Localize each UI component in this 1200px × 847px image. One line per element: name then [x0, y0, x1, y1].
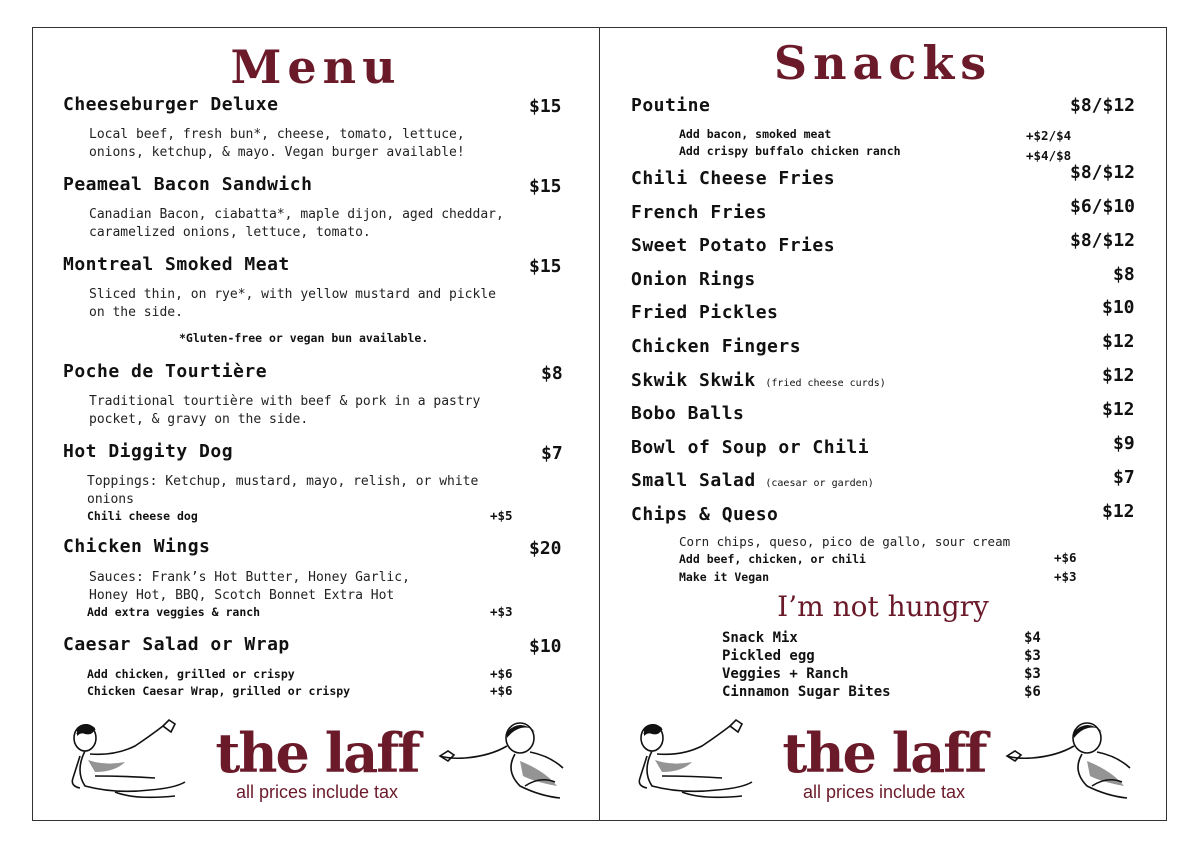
- snack-item: [631, 504, 778, 525]
- desc-line: Toppings: Ketchup, mustard, mayo, relish, or white: [87, 474, 479, 489]
- snack-item-price: $8/$12: [1070, 230, 1136, 251]
- not-hungry-item-price: $6: [1024, 684, 1041, 700]
- addon-price: +$6: [1054, 550, 1077, 565]
- menu-item-desc: [89, 393, 480, 429]
- desc-line: Traditional tourtière with beef & pork in a pastry: [89, 394, 481, 409]
- snack-item-price: $9: [1113, 433, 1135, 454]
- snack-item-name: Skwik Skwik: [631, 370, 756, 391]
- menu-item-name: Poche de Tourtière: [63, 361, 268, 382]
- laff-logo: the laff: [782, 721, 986, 785]
- desc-line: Honey Hot, BBQ, Scotch Bonnet Extra Hot: [89, 588, 395, 603]
- desc-line: onions, ketchup, & mayo. Vegan burger available!: [89, 145, 465, 160]
- snack-item-price: $12: [1102, 331, 1135, 352]
- menu-item-desc: [89, 206, 504, 242]
- menu-page: [32, 27, 600, 821]
- menu-item-price: $7: [541, 443, 563, 464]
- snack-item-name: Bowl of Soup or Chili: [631, 437, 870, 458]
- menu-item-price: $8: [541, 363, 563, 384]
- not-hungry-item-name: Snack Mix: [722, 630, 798, 646]
- menu-item-price: $15: [529, 256, 562, 277]
- menu-item-price: $15: [529, 176, 562, 197]
- snack-item-price: $12: [1102, 501, 1135, 522]
- menu-item: [63, 94, 278, 115]
- desc-line: onions: [87, 492, 134, 507]
- menu-item-desc: [89, 126, 465, 162]
- snacks-title: Snacks: [773, 36, 993, 90]
- desc-line: pocket, & gravy on the side.: [89, 412, 309, 427]
- desc-line: Local beef, fresh bun*, cheese, tomato, lettuce,: [89, 127, 465, 142]
- snack-item: [631, 403, 744, 424]
- menu-item: [63, 174, 312, 195]
- snack-item-name: Small Salad: [631, 470, 756, 491]
- not-hungry-item-name: Veggies + Ranch: [722, 666, 849, 682]
- brand-tagline: all prices include tax: [802, 782, 966, 802]
- addon-label: Make it Vegan: [679, 570, 770, 584]
- addon-price: +$3: [1054, 569, 1077, 584]
- menu-item-desc: [87, 473, 478, 509]
- snack-item-name: Chili Cheese Fries: [631, 168, 836, 189]
- not-hungry-title: I’m not hungry: [777, 590, 989, 623]
- laff-logo: the laff: [215, 721, 419, 785]
- snack-item-price: $8/$12: [1070, 162, 1136, 183]
- brand-block: [764, 721, 1004, 802]
- snack-item: [631, 202, 767, 223]
- addon-label: Add chicken, grilled or crispy: [87, 667, 295, 681]
- snack-item-subtitle: (fried cheese curds): [765, 378, 886, 389]
- menu-item: [63, 536, 210, 557]
- menu-item-name: Chicken Wings: [63, 536, 211, 557]
- snack-item: [631, 95, 710, 116]
- reclining-figure-illustration: [55, 716, 195, 806]
- reaching-figure-illustration: [435, 716, 575, 806]
- snack-item-price: $7: [1113, 467, 1135, 488]
- snack-item-name: Chicken Fingers: [631, 336, 802, 357]
- addon-label: Add beef, chicken, or chili: [679, 552, 866, 566]
- brand-block: [197, 721, 437, 802]
- snack-item-name: Poutine: [631, 95, 711, 116]
- snack-item: [631, 302, 778, 323]
- brand-tagline: all prices include tax: [235, 782, 399, 802]
- snack-item-name: Sweet Potato Fries: [631, 235, 836, 256]
- desc-line: Canadian Bacon, ciabatta*, maple dijon, aged cheddar,: [89, 207, 504, 222]
- menu-item-desc: [89, 286, 496, 322]
- addon-label: Add crispy buffalo chicken ranch: [679, 144, 901, 158]
- menu-item-name: Cheeseburger Deluxe: [63, 94, 279, 115]
- addon-price: +$3: [490, 604, 513, 619]
- menu-item-name: Montreal Smoked Meat: [63, 254, 290, 275]
- reclining-figure-illustration: [622, 716, 762, 806]
- not-hungry-item-price: $4: [1024, 630, 1041, 646]
- snack-item-price: $6/$10: [1070, 196, 1136, 217]
- gluten-free-note: *Gluten-free or vegan bun available.: [179, 331, 429, 345]
- snack-item-name: Bobo Balls: [631, 403, 745, 424]
- snack-item-price: $12: [1102, 399, 1135, 420]
- menu-item-price: $20: [529, 538, 562, 559]
- menu-title: Menu: [230, 40, 402, 94]
- not-hungry-item-price: $3: [1024, 666, 1041, 682]
- menu-item: [63, 441, 233, 462]
- addon-label: Add bacon, smoked meat: [679, 127, 832, 141]
- menu-item-name: Hot Diggity Dog: [63, 441, 234, 462]
- snack-item-price: $10: [1102, 297, 1135, 318]
- snacks-page: [599, 27, 1167, 821]
- menu-item-price: $15: [529, 96, 562, 117]
- snack-item-price: $12: [1102, 365, 1135, 386]
- snack-item: [631, 168, 835, 189]
- snack-item: [631, 370, 886, 391]
- addon-price: +$6: [490, 683, 513, 698]
- desc-line: on the side.: [89, 305, 183, 320]
- snack-item: [631, 336, 801, 357]
- snack-item: [631, 269, 756, 290]
- addon-price: +$5: [490, 508, 513, 523]
- snack-item: [631, 470, 874, 491]
- snack-item-name: French Fries: [631, 202, 768, 223]
- snack-item-price: $8/$12: [1070, 95, 1136, 116]
- desc-line: Sliced thin, on rye*, with yellow mustard and pickle: [89, 287, 496, 302]
- addon-price: +$2/$4: [1026, 128, 1072, 143]
- snack-item-name: Chips & Queso: [631, 504, 779, 525]
- menu-item: [63, 634, 290, 655]
- snack-item-name: Onion Rings: [631, 269, 756, 290]
- menu-item-name: Peameal Bacon Sandwich: [63, 174, 313, 195]
- addon-price: +$6: [490, 666, 513, 681]
- not-hungry-item-price: $3: [1024, 648, 1041, 664]
- snack-item-name: Fried Pickles: [631, 302, 779, 323]
- addon-label: Chicken Caesar Wrap, grilled or crispy: [87, 684, 351, 698]
- not-hungry-item-name: Pickled egg: [722, 648, 815, 664]
- addon-label: Add extra veggies & ranch: [87, 605, 261, 619]
- menu-item-name: Caesar Salad or Wrap: [63, 634, 290, 655]
- menu-item: [63, 254, 290, 275]
- not-hungry-item-name: Cinnamon Sugar Bites: [722, 684, 891, 700]
- menu-item-desc: [89, 569, 410, 605]
- snack-item: [631, 235, 835, 256]
- reaching-figure-illustration: [1002, 716, 1142, 806]
- menu-item-price: $10: [529, 636, 562, 657]
- desc-line: caramelized onions, lettuce, tomato.: [89, 225, 371, 240]
- snack-item: [631, 437, 869, 458]
- menu-item: [63, 361, 267, 382]
- snack-item-subtitle: (caesar or garden): [765, 478, 874, 489]
- desc-line: Sauces: Frank’s Hot Butter, Honey Garlic,: [89, 570, 410, 585]
- queso-desc: Corn chips, queso, pico de gallo, sour cream: [679, 534, 1011, 549]
- addon-label: Chili cheese dog: [87, 509, 198, 523]
- addon-price: +$4/$8: [1026, 148, 1072, 163]
- snack-item-price: $8: [1113, 264, 1135, 285]
